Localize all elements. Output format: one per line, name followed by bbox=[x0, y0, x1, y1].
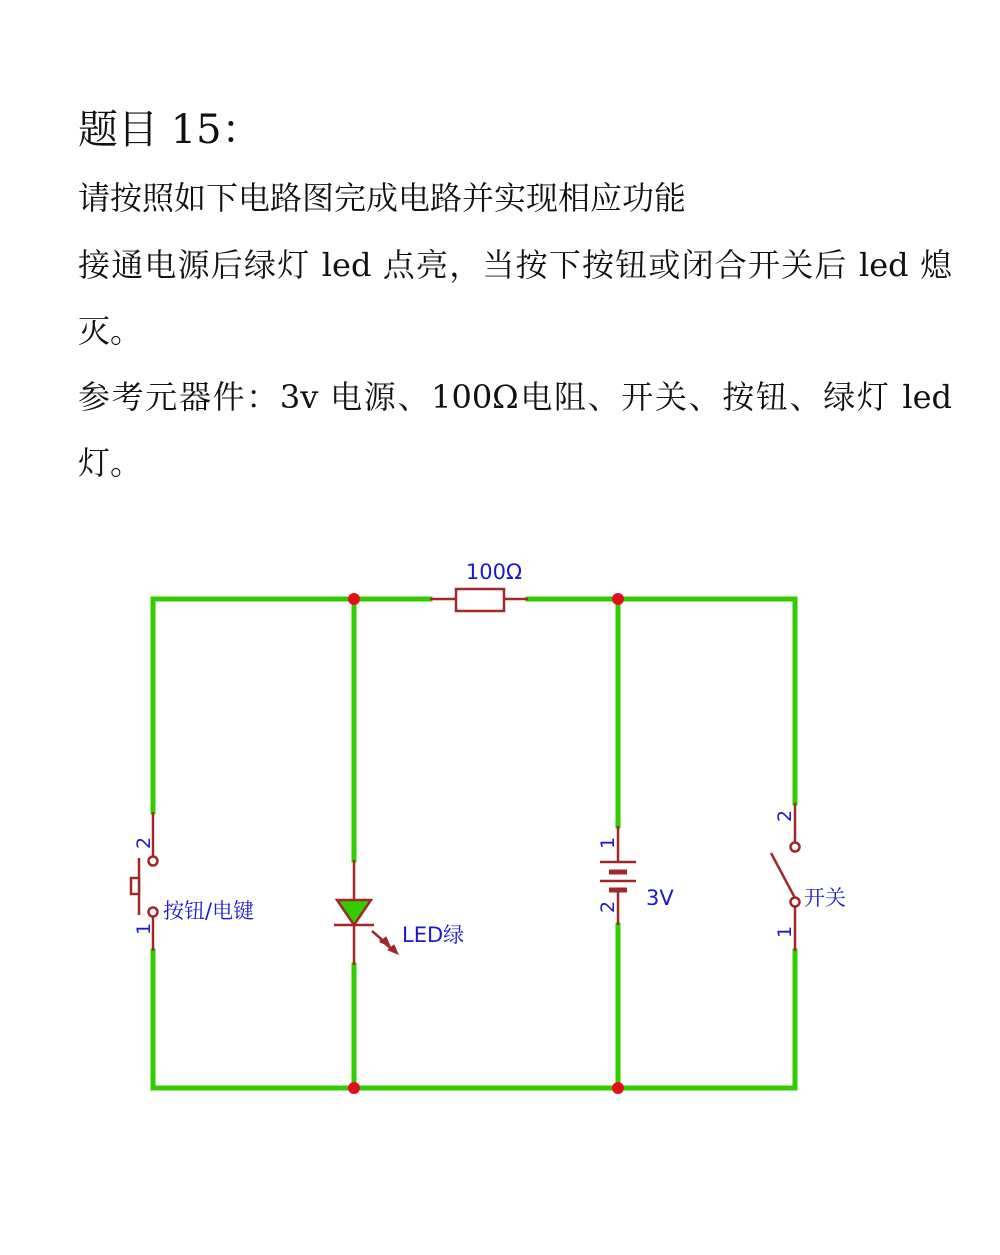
wire-left-bottom bbox=[153, 951, 795, 1088]
switch-pin-1: 1 bbox=[774, 925, 796, 939]
component-list: 参考元器件：3v 电源、100Ω电阻、开关、按钮、绿灯 led 灯。 bbox=[78, 378, 952, 482]
resistor-label: 100Ω bbox=[465, 560, 523, 584]
battery-label: 3V bbox=[646, 886, 674, 910]
led-label: LED绿 bbox=[402, 923, 465, 947]
button-label: 按钮/电键 bbox=[163, 899, 255, 923]
junction-dot bbox=[348, 593, 360, 605]
battery-pin-1: 1 bbox=[597, 836, 619, 850]
junction-dot bbox=[612, 593, 624, 605]
junction-dot bbox=[612, 1082, 624, 1094]
instruction-text: 请按照如下电路图完成电路并实现相应功能 bbox=[78, 179, 687, 217]
switch-label: 开关 bbox=[804, 886, 846, 910]
function-description: 接通电源后绿灯 led 点亮，当按下按钮或闭合开关后 led 熄灭。 bbox=[78, 246, 952, 350]
junctions bbox=[348, 593, 624, 1094]
circuit-diagram bbox=[0, 540, 1000, 1140]
led-green bbox=[334, 860, 398, 965]
problem-title: 题目 15： bbox=[78, 107, 262, 153]
wire-right-top bbox=[618, 599, 795, 803]
switch-pin-2: 2 bbox=[774, 809, 796, 823]
wire-left-top bbox=[153, 599, 354, 812]
junction-dot bbox=[348, 1082, 360, 1094]
battery-pin-2: 2 bbox=[597, 900, 619, 914]
button-pin-1: 1 bbox=[133, 922, 155, 936]
button-pin-2: 2 bbox=[133, 836, 155, 850]
resistor bbox=[430, 589, 528, 611]
circuit-wires bbox=[153, 599, 795, 1088]
